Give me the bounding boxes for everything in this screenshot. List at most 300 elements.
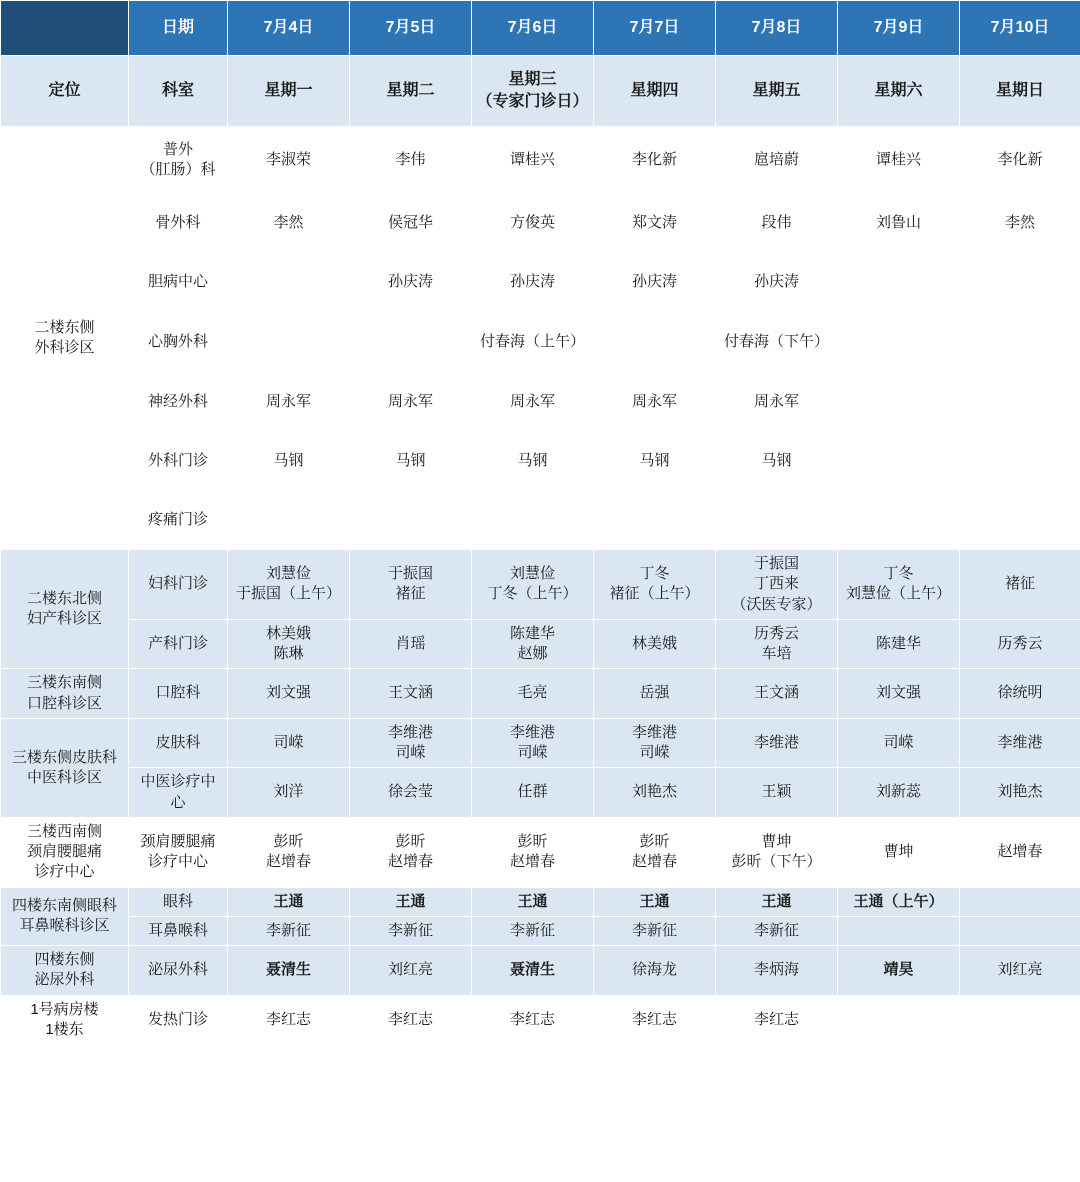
- header-date-label: 日期: [129, 1, 228, 56]
- doctor-name: 周永军: [265, 392, 311, 410]
- doctor-name: 赵增春: [509, 853, 555, 871]
- department-cell: 妇科门诊: [129, 550, 228, 620]
- doctor-cell: [960, 491, 1080, 550]
- department-cell: 神经外科: [129, 373, 228, 432]
- location-line-0: 四楼东侧: [34, 951, 95, 968]
- doctor-name: 刘红亮: [387, 961, 433, 979]
- doctor-cell: [838, 619, 960, 669]
- department-cell: 皮肤科: [129, 718, 228, 768]
- location-line-2: 诊疗中心: [34, 863, 95, 881]
- doctor-name: 王文涵: [387, 684, 433, 702]
- department-cell: 眼科: [129, 887, 228, 916]
- doctor-name: 李维港: [753, 733, 799, 751]
- doctor-name: 丁冬: [883, 565, 914, 583]
- doctor-name: 王通: [395, 892, 426, 910]
- doctor-cell: [472, 312, 594, 373]
- header-date-6: 7月10日: [960, 1, 1080, 56]
- doctor-name: 肖瑶: [395, 634, 426, 652]
- doctor-name: 彭昕: [273, 832, 304, 850]
- location-line-1: 耳鼻喉科诊区: [19, 917, 110, 935]
- header-weekday-3: 星期四: [594, 56, 716, 127]
- doctor-cell: [960, 916, 1080, 945]
- table-row: [1, 491, 1080, 550]
- doctor-cell: [960, 887, 1080, 916]
- doctor-name: 郑文涛: [631, 213, 677, 231]
- doctor-cell: [472, 194, 594, 253]
- department-cell: [129, 768, 228, 818]
- doctor-name: 毛亮: [517, 684, 548, 702]
- doctor-name: 司嵘: [273, 733, 304, 751]
- doctor-name: 丁冬: [639, 565, 670, 583]
- doctor-name: 王通: [517, 892, 548, 910]
- doctor-cell: [716, 995, 838, 1045]
- doctor-name: 刘鲁山: [875, 213, 921, 231]
- location-line-1: 口腔科诊区: [26, 694, 102, 712]
- doctor-cell: [594, 946, 716, 996]
- doctor-name: 付春海（下午）: [723, 332, 829, 350]
- location-cell-5: [1, 887, 129, 946]
- doctor-name: 于振国: [753, 555, 799, 572]
- doctor-name: 周永军: [509, 392, 555, 410]
- doctor-name: 彭昕: [639, 832, 670, 850]
- location-line-0: 二楼东北侧: [26, 589, 102, 607]
- table-row: [1, 946, 1080, 996]
- header-weekday-2: [472, 56, 594, 127]
- doctor-cell: [716, 127, 838, 194]
- doctor-name: 王文涵: [753, 684, 799, 702]
- doctor-cell: [228, 373, 350, 432]
- doctor-cell: [960, 995, 1080, 1045]
- doctor-cell: [350, 312, 472, 373]
- department-cell: 外科门诊: [129, 432, 228, 491]
- location-cell-6: [1, 946, 129, 996]
- doctor-cell: [594, 669, 716, 719]
- header-corner: [1, 1, 129, 56]
- doctor-cell: [716, 619, 838, 669]
- location-cell-0: [1, 127, 129, 550]
- doctor-cell: [838, 718, 960, 768]
- department-cell: [129, 127, 228, 194]
- doctor-name: 徐会莹: [387, 783, 433, 801]
- doctor-name: 李新征: [509, 921, 555, 939]
- doctor-name: 彭昕: [395, 832, 426, 850]
- doctor-name: 赵增春: [265, 853, 311, 871]
- doctor-name: 刘新蕊: [875, 783, 921, 801]
- doctor-cell: [228, 995, 350, 1045]
- doctor-name: 刘慧俭: [265, 565, 311, 583]
- doctor-name: 曹坤: [761, 832, 792, 850]
- doctor-cell: [716, 887, 838, 916]
- department-cell: 疼痛门诊: [129, 491, 228, 550]
- doctor-cell: [960, 718, 1080, 768]
- doctor-name: 赵增春: [997, 843, 1043, 860]
- doctor-name: 林美娥: [631, 634, 677, 652]
- doctor-name: 陈琳: [273, 645, 304, 662]
- header-weekday-2-line1: 星期三: [508, 71, 557, 89]
- doctor-cell: [228, 312, 350, 373]
- doctor-cell: [472, 373, 594, 432]
- doctor-name: 彭昕: [517, 832, 548, 850]
- doctor-name: （沃医专家）: [731, 595, 822, 613]
- doctor-cell: [228, 432, 350, 491]
- doctor-name: 历秀云: [753, 624, 799, 642]
- table-row: [1, 373, 1080, 432]
- doctor-cell: [716, 946, 838, 996]
- doctor-cell: [716, 432, 838, 491]
- doctor-name: 赵娜: [517, 645, 548, 662]
- header-weekday-0: 星期一: [228, 56, 350, 127]
- doctor-cell: [838, 432, 960, 491]
- location-line-0: 三楼东侧皮肤科: [11, 748, 117, 766]
- header-date-row: [1, 1, 1080, 56]
- doctor-name: 周永军: [631, 392, 677, 410]
- doctor-cell: [960, 312, 1080, 373]
- doctor-name: 刘艳杰: [631, 783, 677, 801]
- location-line-0: 二楼东侧: [34, 318, 95, 336]
- doctor-name: 车培: [761, 645, 792, 662]
- doctor-cell: [228, 619, 350, 669]
- doctor-name: 赵增春: [387, 853, 433, 871]
- doctor-cell: [472, 768, 594, 818]
- table-row: [1, 669, 1080, 719]
- doctor-name: 王通: [761, 892, 792, 910]
- header-weekday-5: 星期六: [838, 56, 960, 127]
- doctor-name: 刘慧俭: [509, 565, 555, 583]
- doctor-name: 李化新: [997, 150, 1043, 168]
- doctor-name: 褚征: [1004, 575, 1035, 593]
- location-line-0: 1号病房楼: [30, 1000, 99, 1018]
- doctor-name: 孙庆涛: [631, 272, 677, 290]
- header-date-4: 7月8日: [716, 1, 838, 56]
- location-cell-1: [1, 550, 129, 669]
- doctor-cell: [472, 916, 594, 945]
- doctor-cell: [960, 432, 1080, 491]
- doctor-name: 刘洋: [273, 783, 304, 801]
- doctor-cell: [228, 491, 350, 550]
- doctor-cell: [350, 768, 472, 818]
- header-weekday-1: 星期二: [350, 56, 472, 127]
- doctor-name: 李新征: [387, 921, 433, 939]
- doctor-cell: [350, 127, 472, 194]
- doctor-name: 李红志: [753, 1010, 799, 1028]
- doctor-name: 谭桂兴: [509, 150, 555, 168]
- doctor-name: 刘艳杰: [997, 783, 1043, 801]
- table-row: [1, 550, 1080, 620]
- doctor-name: 于振国（上午）: [235, 585, 341, 603]
- doctor-name: 段伟: [761, 213, 792, 231]
- doctor-name: 司嵘: [639, 744, 670, 761]
- location-line-0: 三楼东南侧: [26, 674, 102, 692]
- doctor-cell: [838, 768, 960, 818]
- doctor-name: 马钢: [273, 451, 304, 469]
- doctor-cell: [960, 373, 1080, 432]
- doctor-name: 李淑荣: [265, 150, 311, 168]
- header-location-label: 定位: [1, 56, 129, 127]
- doctor-cell: [594, 194, 716, 253]
- doctor-cell: [472, 550, 594, 620]
- doctor-cell: [594, 887, 716, 916]
- doctor-name: 聂清生: [265, 961, 311, 979]
- department-line-1: 心: [170, 793, 186, 811]
- table-row: [1, 253, 1080, 312]
- doctor-cell: [838, 253, 960, 312]
- doctor-name: 李红志: [631, 1010, 677, 1028]
- doctor-name: 侯冠华: [387, 213, 433, 231]
- doctor-name: 李红志: [387, 1010, 433, 1028]
- doctor-cell: [350, 491, 472, 550]
- department-cell: 胆病中心: [129, 253, 228, 312]
- doctor-name: 马钢: [517, 451, 548, 469]
- doctor-cell: [228, 550, 350, 620]
- doctor-cell: [228, 718, 350, 768]
- doctor-name: 司嵘: [395, 744, 426, 761]
- doctor-name: 岳强: [639, 684, 670, 702]
- doctor-cell: [838, 916, 960, 945]
- doctor-name: 聂清生: [509, 961, 555, 979]
- doctor-name: 陈建华: [875, 634, 921, 652]
- doctor-cell: [716, 373, 838, 432]
- doctor-name: 褚征: [395, 585, 426, 603]
- doctor-cell: [228, 768, 350, 818]
- doctor-name: 任群: [517, 783, 548, 801]
- table-row: [1, 312, 1080, 373]
- doctor-cell: [716, 550, 838, 620]
- doctor-name: 李新征: [265, 921, 311, 939]
- department-line-1: 诊疗中心: [147, 853, 208, 871]
- doctor-cell: [350, 887, 472, 916]
- doctor-name: 王颖: [761, 783, 792, 801]
- doctor-cell: [594, 619, 716, 669]
- doctor-name: 刘慧俭（上午）: [845, 585, 951, 603]
- table-row: [1, 817, 1080, 887]
- doctor-cell: [472, 887, 594, 916]
- doctor-name: 刘红亮: [997, 961, 1043, 979]
- location-line-1: 外科诊区: [34, 339, 95, 356]
- doctor-cell: [228, 127, 350, 194]
- doctor-name: 马钢: [639, 451, 670, 469]
- doctor-cell: [228, 253, 350, 312]
- doctor-cell: [350, 916, 472, 945]
- location-cell-2: [1, 669, 129, 719]
- doctor-cell: [716, 253, 838, 312]
- doctor-cell: [594, 817, 716, 887]
- doctor-cell: [350, 946, 472, 996]
- doctor-cell: [594, 916, 716, 945]
- doctor-name: 林美娥: [265, 624, 311, 642]
- doctor-cell: [350, 669, 472, 719]
- doctor-name: 丁冬（上午）: [487, 585, 578, 603]
- doctor-cell: [838, 194, 960, 253]
- doctor-cell: [350, 432, 472, 491]
- doctor-name: 徐统明: [997, 684, 1043, 702]
- doctor-name: 丁西来: [753, 575, 799, 593]
- doctor-name: 马钢: [395, 451, 426, 469]
- doctor-cell: [838, 491, 960, 550]
- doctor-name: 李化新: [631, 150, 677, 168]
- doctor-name: 曹坤: [883, 843, 914, 860]
- doctor-name: 周永军: [753, 392, 799, 410]
- location-line-1: 1楼东: [45, 1020, 84, 1038]
- doctor-cell: [350, 194, 472, 253]
- doctor-cell: [960, 550, 1080, 620]
- department-cell: 耳鼻喉科: [129, 916, 228, 945]
- doctor-cell: [472, 253, 594, 312]
- doctor-cell: [960, 619, 1080, 669]
- doctor-name: 孙庆涛: [387, 272, 433, 290]
- doctor-cell: [228, 916, 350, 945]
- doctor-cell: [594, 312, 716, 373]
- location-line-1: 泌尿外科: [34, 971, 95, 989]
- department-cell: 发热门诊: [129, 995, 228, 1045]
- doctor-cell: [350, 718, 472, 768]
- doctor-cell: [472, 432, 594, 491]
- doctor-cell: [960, 817, 1080, 887]
- doctor-name: 李维港: [509, 723, 555, 741]
- doctor-name: 孙庆涛: [509, 272, 555, 290]
- location-line-1: 妇产科诊区: [26, 610, 102, 628]
- doctor-name: 扈培蔚: [753, 150, 799, 168]
- doctor-cell: [350, 253, 472, 312]
- schedule-body: [1, 127, 1080, 1045]
- department-cell: 泌尿外科: [129, 946, 228, 996]
- doctor-cell: [472, 946, 594, 996]
- doctor-cell: [716, 768, 838, 818]
- doctor-name: 李维港: [387, 723, 433, 741]
- doctor-cell: [350, 373, 472, 432]
- doctor-cell: [594, 432, 716, 491]
- doctor-name: 马钢: [761, 451, 792, 469]
- doctor-name: 司嵘: [883, 733, 914, 751]
- header-weekday-6: 星期日: [960, 56, 1080, 127]
- doctor-cell: [350, 995, 472, 1045]
- doctor-name: 王通: [639, 892, 670, 910]
- doctor-name: 周永军: [387, 392, 433, 410]
- doctor-cell: [228, 194, 350, 253]
- header-dept-label: 科室: [129, 56, 228, 127]
- doctor-name: 王通（上午）: [853, 892, 944, 910]
- doctor-cell: [594, 373, 716, 432]
- doctor-cell: [838, 669, 960, 719]
- doctor-cell: [960, 669, 1080, 719]
- doctor-name: 王通: [273, 892, 304, 910]
- department-cell: [129, 817, 228, 887]
- doctor-cell: [228, 887, 350, 916]
- department-line-0: 普外: [162, 140, 193, 158]
- doctor-name: 李维港: [997, 733, 1043, 751]
- location-cell-3: [1, 718, 129, 817]
- doctor-name: 徐海龙: [631, 961, 677, 979]
- doctor-cell: [228, 817, 350, 887]
- doctor-cell: [838, 995, 960, 1045]
- doctor-cell: [960, 768, 1080, 818]
- doctor-cell: [350, 619, 472, 669]
- table-row: [1, 619, 1080, 669]
- location-line-1: 中医科诊区: [26, 768, 102, 786]
- doctor-cell: [716, 491, 838, 550]
- header-date-2: 7月6日: [472, 1, 594, 56]
- doctor-name: 孙庆涛: [753, 272, 799, 290]
- department-cell: 骨外科: [129, 194, 228, 253]
- doctor-name: 李维港: [631, 723, 677, 741]
- doctor-cell: [472, 127, 594, 194]
- doctor-cell: [716, 312, 838, 373]
- doctor-name: 于振国: [387, 565, 433, 583]
- doctor-cell: [594, 550, 716, 620]
- department-cell: 产科门诊: [129, 619, 228, 669]
- table-row: [1, 916, 1080, 945]
- department-line-0: 颈肩腰腿痛: [140, 832, 216, 850]
- doctor-name: 李红志: [509, 1010, 555, 1028]
- doctor-cell: [594, 127, 716, 194]
- doctor-cell: [838, 817, 960, 887]
- doctor-name: 付春海（上午）: [479, 332, 585, 350]
- doctor-cell: [960, 946, 1080, 996]
- doctor-name: 李然: [1004, 213, 1035, 231]
- department-cell: 口腔科: [129, 669, 228, 719]
- doctor-cell: [594, 995, 716, 1045]
- doctor-name: 李新征: [631, 921, 677, 939]
- doctor-cell: [960, 253, 1080, 312]
- table-row: [1, 194, 1080, 253]
- doctor-cell: [716, 669, 838, 719]
- header-date-3: 7月7日: [594, 1, 716, 56]
- doctor-name: 李伟: [395, 150, 426, 168]
- doctor-name: 李新征: [753, 921, 799, 939]
- doctor-cell: [472, 817, 594, 887]
- doctor-cell: [228, 669, 350, 719]
- doctor-cell: [472, 669, 594, 719]
- doctor-cell: [960, 127, 1080, 194]
- doctor-name: 刘文强: [875, 684, 921, 702]
- doctor-cell: [472, 995, 594, 1045]
- table-row: [1, 995, 1080, 1045]
- doctor-cell: [716, 194, 838, 253]
- doctor-cell: [472, 619, 594, 669]
- header-weekday-2-line2: （专家门诊日）: [476, 93, 589, 110]
- doctor-cell: [472, 718, 594, 768]
- doctor-name: 李然: [273, 213, 304, 231]
- doctor-name: 靖昊: [883, 961, 914, 979]
- doctor-cell: [838, 127, 960, 194]
- header-weekday-4: 星期五: [716, 56, 838, 127]
- table-row: [1, 768, 1080, 818]
- doctor-cell: [716, 817, 838, 887]
- doctor-name: 李炳海: [753, 961, 799, 979]
- doctor-name: 彭昕（下午）: [731, 853, 822, 871]
- department-cell: 心胸外科: [129, 312, 228, 373]
- table-row: [1, 718, 1080, 768]
- header-date-1: 7月5日: [350, 1, 472, 56]
- doctor-cell: [838, 373, 960, 432]
- doctor-name: 褚征（上午）: [609, 585, 700, 603]
- doctor-name: 司嵘: [517, 744, 548, 761]
- location-cell-4: [1, 817, 129, 887]
- doctor-name: 谭桂兴: [875, 150, 921, 168]
- doctor-cell: [716, 916, 838, 945]
- doctor-cell: [594, 491, 716, 550]
- department-line-0: 中医诊疗中: [140, 773, 216, 791]
- location-line-0: 三楼西南侧: [26, 822, 102, 840]
- doctor-name: 方俊英: [509, 213, 555, 231]
- doctor-cell: [350, 817, 472, 887]
- doctor-cell: [594, 718, 716, 768]
- doctor-cell: [472, 491, 594, 550]
- location-cell-7: [1, 995, 129, 1045]
- doctor-name: 李红志: [265, 1010, 311, 1028]
- header-weekday-row: [1, 56, 1080, 127]
- doctor-name: 刘文强: [265, 684, 311, 702]
- doctor-cell: [228, 946, 350, 996]
